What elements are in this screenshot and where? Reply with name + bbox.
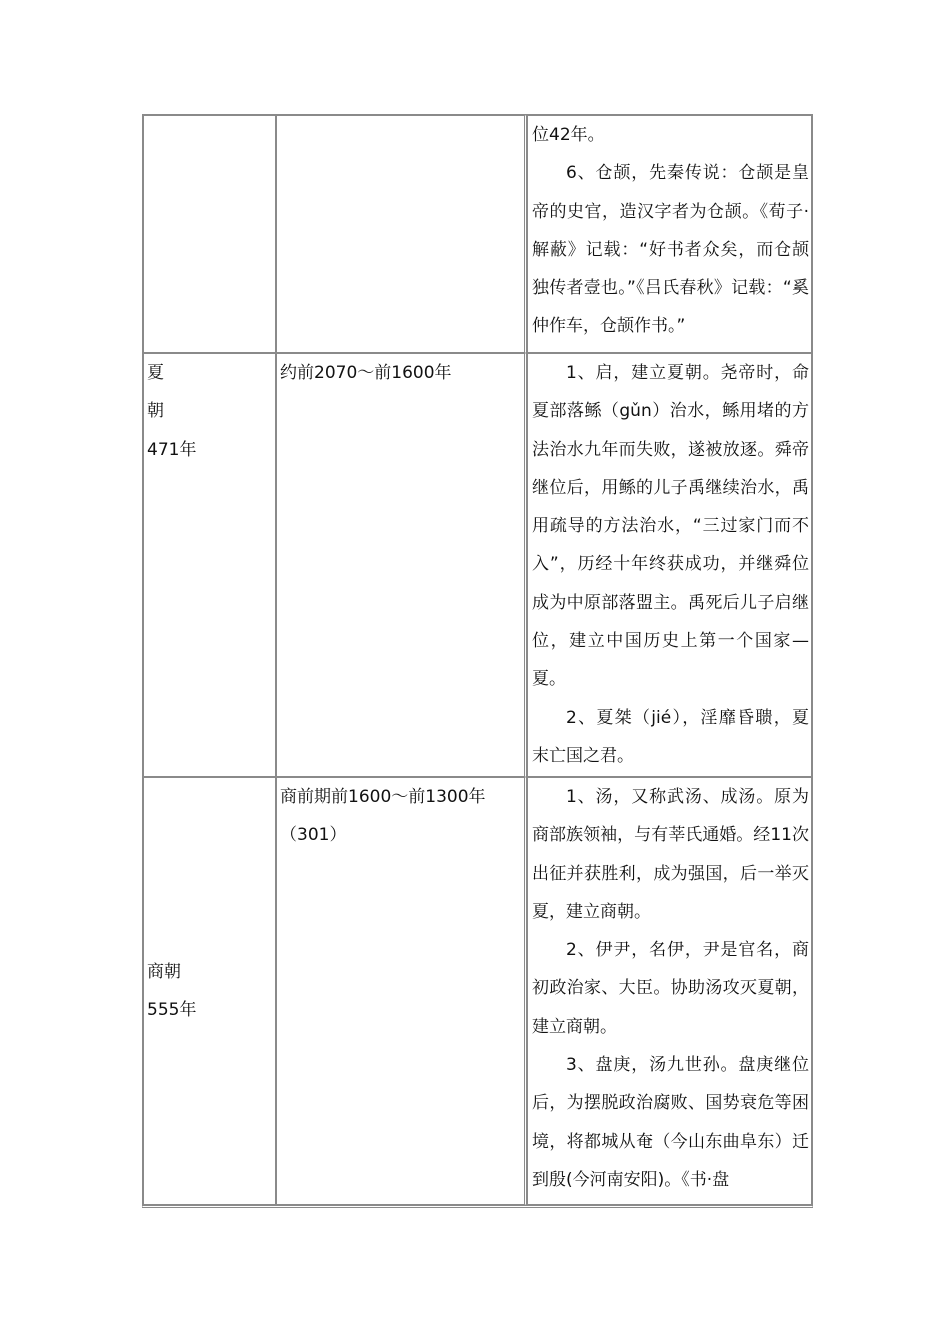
period-cell	[276, 777, 527, 1205]
dynasty-duration: 471年	[147, 439, 197, 460]
dynasty-duration: 555年	[147, 1000, 197, 1020]
event-paragraph: 3、盘庚，汤九世孙。盘庚继位后，为摆脱政治腐败、国势衰危等困境，将都城从奄（今山东曲阜东）迁到殷(今河南安阳)。《书·盘	[532, 1055, 809, 1190]
event-paragraph: 1、汤，又称武汤、成汤。原为商部族领袖，与有莘氏通婚。经11次出征并获胜利，成为强国，后一举灭夏，建立商朝。	[532, 787, 809, 922]
events-cell	[527, 115, 812, 353]
events-cell	[527, 777, 812, 1205]
history-table	[142, 114, 813, 1208]
dynasty-name: 夏	[147, 363, 164, 383]
dynasty-cell	[143, 777, 276, 1205]
event-paragraph: 2、夏桀（jié），淫靡昏聩，夏末亡国之君。	[532, 707, 809, 766]
period-cell	[276, 353, 527, 777]
table-row	[143, 777, 812, 1205]
event-paragraph: 1、启，建立夏朝。尧帝时，命夏部落鲧（gǔn）治水，鲧用堵的方法治水九年而失败，遂被放逐。舜帝继位后，用鲧的儿子禹继续治水，禹用疏导的方法治水，“三过家门而不入”，历经十年终获成功，并继舜位成为中原部落盟主。禹死后儿子启继位，建立中国历史上第一个国家—夏。	[532, 363, 809, 690]
event-paragraph: 6、仓颉，先秦传说：仓颉是皇帝的史官，造汉字者为仓颉。《荀子·解蔽》记载：“好书者众矣，而仓颉独传者壹也。”《吕氏春秋》记载：“奚仲作车，仓颉作书。”	[532, 163, 809, 337]
event-paragraph: 位42年。	[532, 125, 605, 145]
dynasty-name: 朝	[147, 401, 164, 422]
table-row	[143, 115, 812, 353]
dynasty-cell	[143, 115, 276, 353]
period-duration: （301）	[280, 825, 347, 846]
events-cell	[527, 353, 812, 777]
period-range: 约前2070～前1600年	[280, 363, 452, 383]
period-cell	[276, 115, 527, 353]
table-row	[143, 353, 812, 777]
dynasty-name: 商朝	[147, 961, 181, 982]
dynasty-cell	[143, 353, 276, 777]
period-range: 商前期前1600～前1300年	[280, 787, 486, 807]
event-paragraph: 2、伊尹，名伊，尹是官名，商初政治家、大臣。协助汤攻灭夏朝，建立商朝。	[532, 940, 809, 1037]
